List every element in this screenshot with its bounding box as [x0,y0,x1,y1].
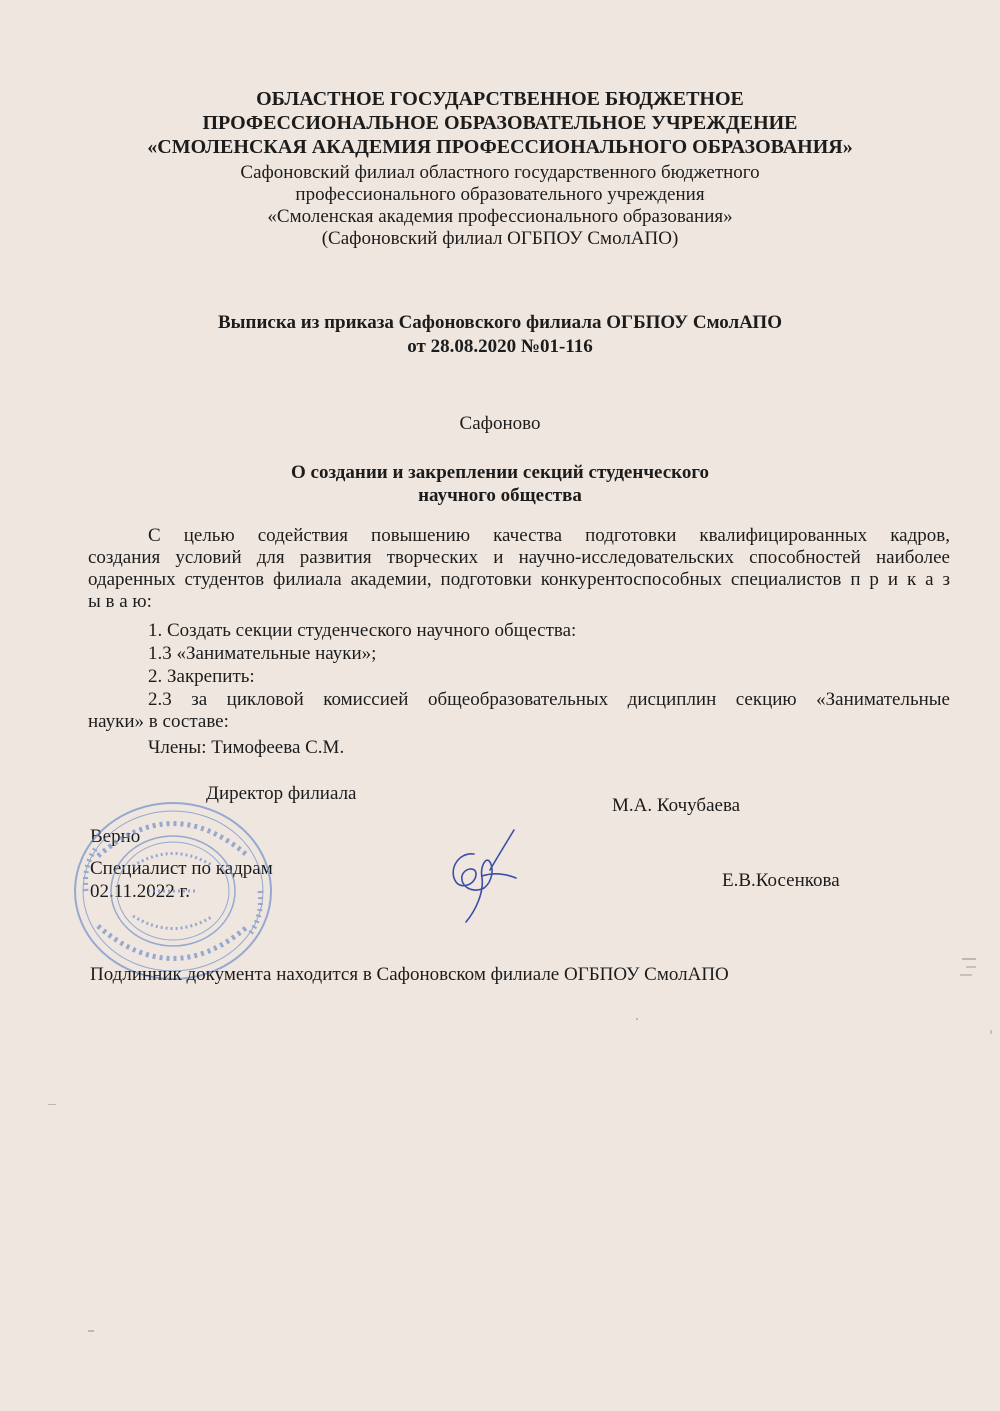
branch-line2: профессионального образовательного учреждения [295,184,705,205]
signature-icon [436,826,526,926]
specialist-title: Специалист по кадрам [90,858,273,879]
scan-speck [990,1030,992,1034]
para1-line3: одаренных студентов филиала академии, подготовки конкурентоспособных специалистов п р и к а з [88,569,950,590]
order-item-2-3-line2: науки» в составе: [88,711,229,732]
members: Члены: Тимофеева С.М. [148,737,345,758]
branch-line3: «Смоленская академия профессионального образования» [267,206,733,227]
org-title-line3: «СМОЛЕНСКАЯ АКАДЕМИЯ ПРОФЕССИОНАЛЬНОГО ОБРАЗОВАНИЯ» [147,136,853,158]
specialist-name: Е.В.Косенкова [722,870,840,891]
org-title-line2: ПРОФЕССИОНАЛЬНОЕ ОБРАЗОВАТЕЛЬНОЕ УЧРЕЖДЕНИЕ [202,112,798,134]
certification-date: 02.11.2022 г. [90,881,190,902]
scan-speck [88,1330,94,1332]
director-name: М.А. Кочубаева [612,795,741,816]
scan-speck [966,966,976,968]
original-note: Подлинник документа находится в Сафоновском филиале ОГБПОУ СмолАПО [90,964,729,985]
subject-line1: О создании и закреплении секций студенческого [291,462,709,483]
scan-speck [636,1018,638,1020]
scan-speck [960,974,972,976]
extract-title-line2: от 28.08.2020 №01-116 [407,336,593,357]
extract-title-line1: Выписка из приказа Сафоновского филиала ОГБПОУ СмолАПО [218,312,782,333]
scan-speck [962,958,976,960]
branch-line1: Сафоновский филиал областного государственного бюджетного [240,162,760,183]
branch-line4: (Сафоновский филиал ОГБПОУ СмолАПО) [321,228,679,249]
order-item-2-3-line1: 2.3 за цикловой комиссией общеобразовательных дисциплин секцию «Занимательные [148,689,950,710]
para1-line4: ы в а ю: [88,591,152,612]
scan-speck [48,1104,56,1105]
city: Сафоново [459,413,541,434]
org-title-line1: ОБЛАСТНОЕ ГОСУДАРСТВЕННОЕ БЮДЖЕТНОЕ [256,88,744,110]
order-item-1-3: 1.3 «Занимательные науки»; [148,643,377,664]
verified-label: Верно [90,826,141,847]
para1-line2: создания условий для развития творческих и научно-исследовательских способностей наиболее [88,547,950,568]
para1-line1: С целью содействия повышению качества подготовки квалифицированных кадров, [148,525,950,546]
order-item-2: 2. Закрепить: [148,666,255,687]
order-item-1: 1. Создать секции студенческого научного общества: [148,620,577,641]
subject-line2: научного общества [418,485,582,506]
director-title: Директор филиала [206,783,357,804]
seal-stamp-icon [68,796,278,986]
